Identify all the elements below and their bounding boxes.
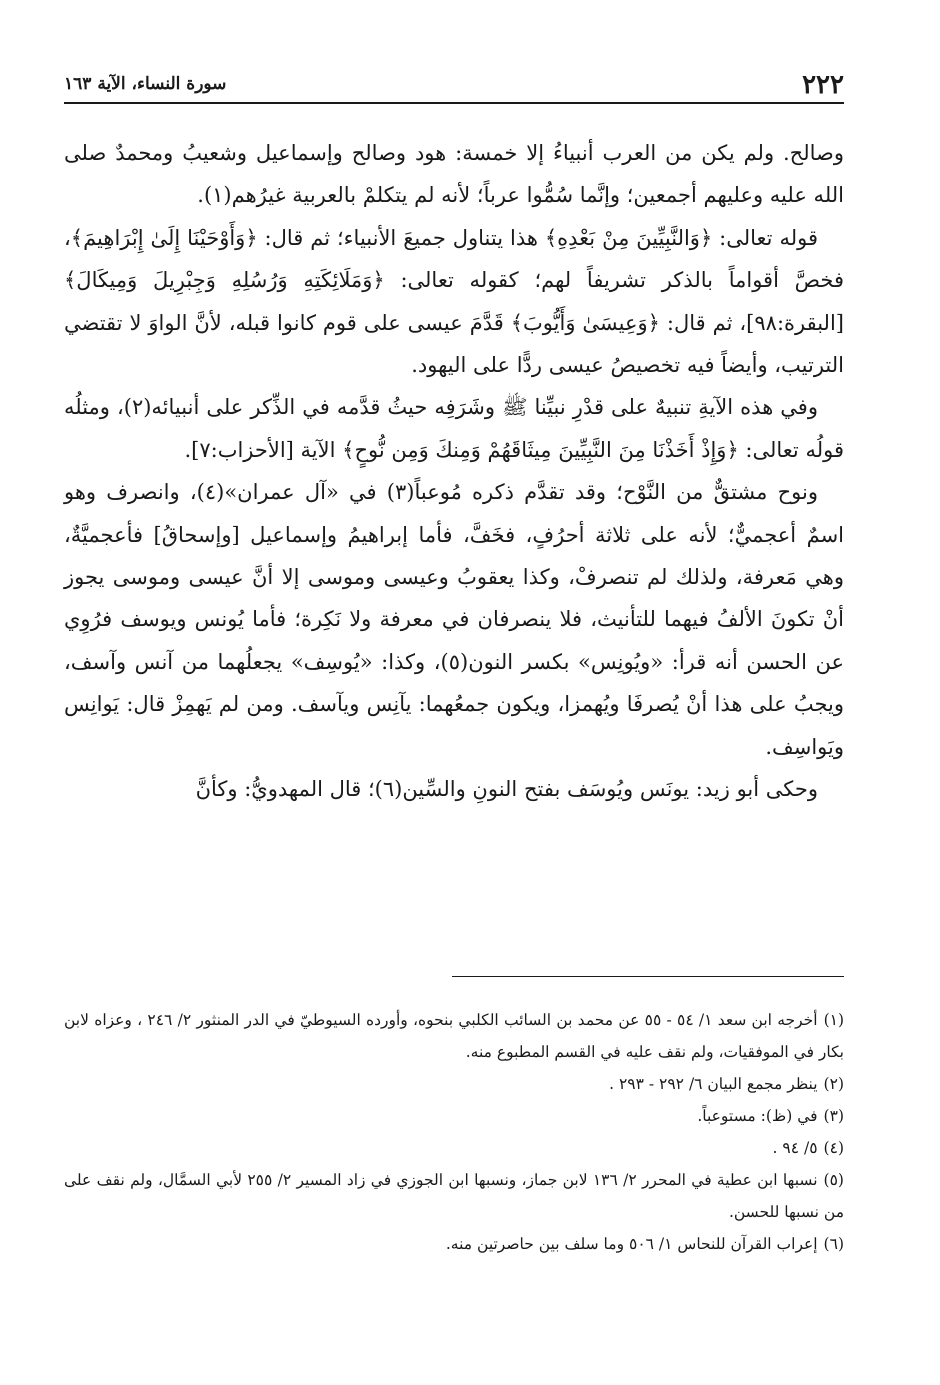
footnotes [64, 1004, 844, 1260]
footnote [64, 1068, 844, 1100]
footnote-number: (٥) [823, 1171, 844, 1189]
footnote-text: في (ظ): مستوعباً. [697, 1107, 818, 1125]
footnote [64, 1228, 844, 1260]
footnote-text: ٥/ ٩٤ . [772, 1139, 818, 1157]
footnote-text: ينظر مجمع البيان ٦/ ٢٩٢ - ٢٩٣ . [609, 1075, 818, 1093]
page-number: ٢٢٢ [802, 70, 844, 100]
footnote-number: (١) [823, 1011, 845, 1029]
footnote-number: (٦) [823, 1235, 844, 1253]
footnote-divider [452, 976, 844, 977]
footnote [64, 1004, 844, 1068]
footnote [64, 1100, 844, 1132]
paragraph: وحكى أبو زيد: يونَس ويُوسَف بفتح النونِ والسِّين(٦)؛ قال المهدويُّ: وكأنَّ [195, 777, 818, 802]
paragraph: ونوح مشتقٌّ من النَّوْح؛ وقد تقدَّم ذكره مُوعباً(٣) في «آل عمران»(٤)، وانصرف وهو اسمٌ أعجميٌّ؛ لأنه على ثلاثة أحرُفٍ، فخَفَّ، فأما إبراهيمُ وإسماعيل [وإسحاقُ] فأعجميَّةٌ، وهي مَعرفة، ولذلك لم تنصرفْ، وكذا يعقوبُ وعيسى وموسى إلا أنَّ عيسى وموسى يجوز أنْ تكونَ الألفُ فيهما للتأنيث، فلا ينصرفان في معرفة ولا نَكِرة؛ فأما يُونس ويوسف فرُوِي عن الحسن أنه قرأ: «ويُونِس» بكسر النون(٥)، وكذا: «يُوسِف» يجعلُهما من آنس وآسف، ويجبُ على هذا أنْ يُصرفَا ويُهمزا، ويكون جمعُهما: يآنِس ويآسف. ومن لم يَهمِزْ قال: يَوانِس ويَواسِف. [64, 480, 845, 759]
footnote [64, 1132, 844, 1164]
footnote-number: (٤) [823, 1139, 844, 1157]
page-header [64, 68, 844, 104]
paragraph: وفي هذه الآيةِ تنبيهٌ على قدْرِ نبيِّنا ﷺ وشَرَفِه حيثُ قدَّمه في الذِّكر على أنبيائه(٢)، ومثلُه قولُه تعالى: ﴿وَإِذْ أَخَذْنَا مِنَ النَّبِيِّينَ مِيثَاقَهُمْ وَمِنكَ وَمِن نُّوحٍ﴾ الآية [الأحزاب:٧]. [64, 395, 844, 462]
main-text [64, 132, 844, 811]
footnote-text: نسبها ابن عطية في المحرر ٢/ ١٣٦ لابن جماز، ونسبها ابن الجوزي في زاد المسير ٢/ ٢٥٥ لأبي السمَّال، ولم نقف على من نسبها للحسن. [64, 1171, 844, 1221]
footnote [64, 1164, 844, 1228]
footnote-text: أخرجه ابن سعد ١/ ٥٤ - ٥٥ عن محمد بن السائب الكلبي بنحوه، وأورده السيوطيّ في الدر المنثور ٢/ ٢٤٦ ، وعزاه لابن بكار في الموفقيات، ولم نقف عليه في القسم المطبوع منه. [64, 1011, 844, 1061]
footnote-text: إعراب القرآن للنحاس ١/ ٥٠٦ وما سلف بين حاصرتين منه. [445, 1235, 818, 1253]
footnote-number: (٢) [823, 1075, 844, 1093]
paragraph: وصالح. ولم يكن من العرب أنبياءُ إلا خمسة: هود وصالح وإسماعيل وشعيبُ ومحمدٌ صلى الله عليه وعليهم أجمعين؛ وإنَّما سُمُّوا عرباً؛ لأنه لم يتكلمْ بالعربية غيرُهم(١). [64, 141, 844, 208]
running-title: سورة النساء، الآية ١٦٣ [64, 74, 227, 94]
footnote-number: (٣) [823, 1107, 844, 1125]
paragraph: قوله تعالى: ﴿وَالنَّبِيِّينَ مِنْ بَعْدِهِ﴾ هذا يتناول جميعَ الأنبياء؛ ثم قال: ﴿وَأَوْحَيْنَا إِلَىٰ إِبْرَاهِيمَ﴾، فخصَّ أقواماً بالذكر تشريفاً لهم؛ كقوله تعالى: ﴿وَمَلَائِكَتِهِ وَرُسُلِهِ وَجِبْرِيلَ وَمِيكَالَ﴾ [البقرة:٩٨]، ثم قال: ﴿وَعِيسَىٰ وَأَيُّوبَ﴾ قَدَّمَ عيسى على قوم كانوا قبله، لأنَّ الواوَ لا تقتضي الترتيب، وأيضاً فيه تخصيصُ عيسى ردًّا على اليهود. [64, 225, 844, 378]
